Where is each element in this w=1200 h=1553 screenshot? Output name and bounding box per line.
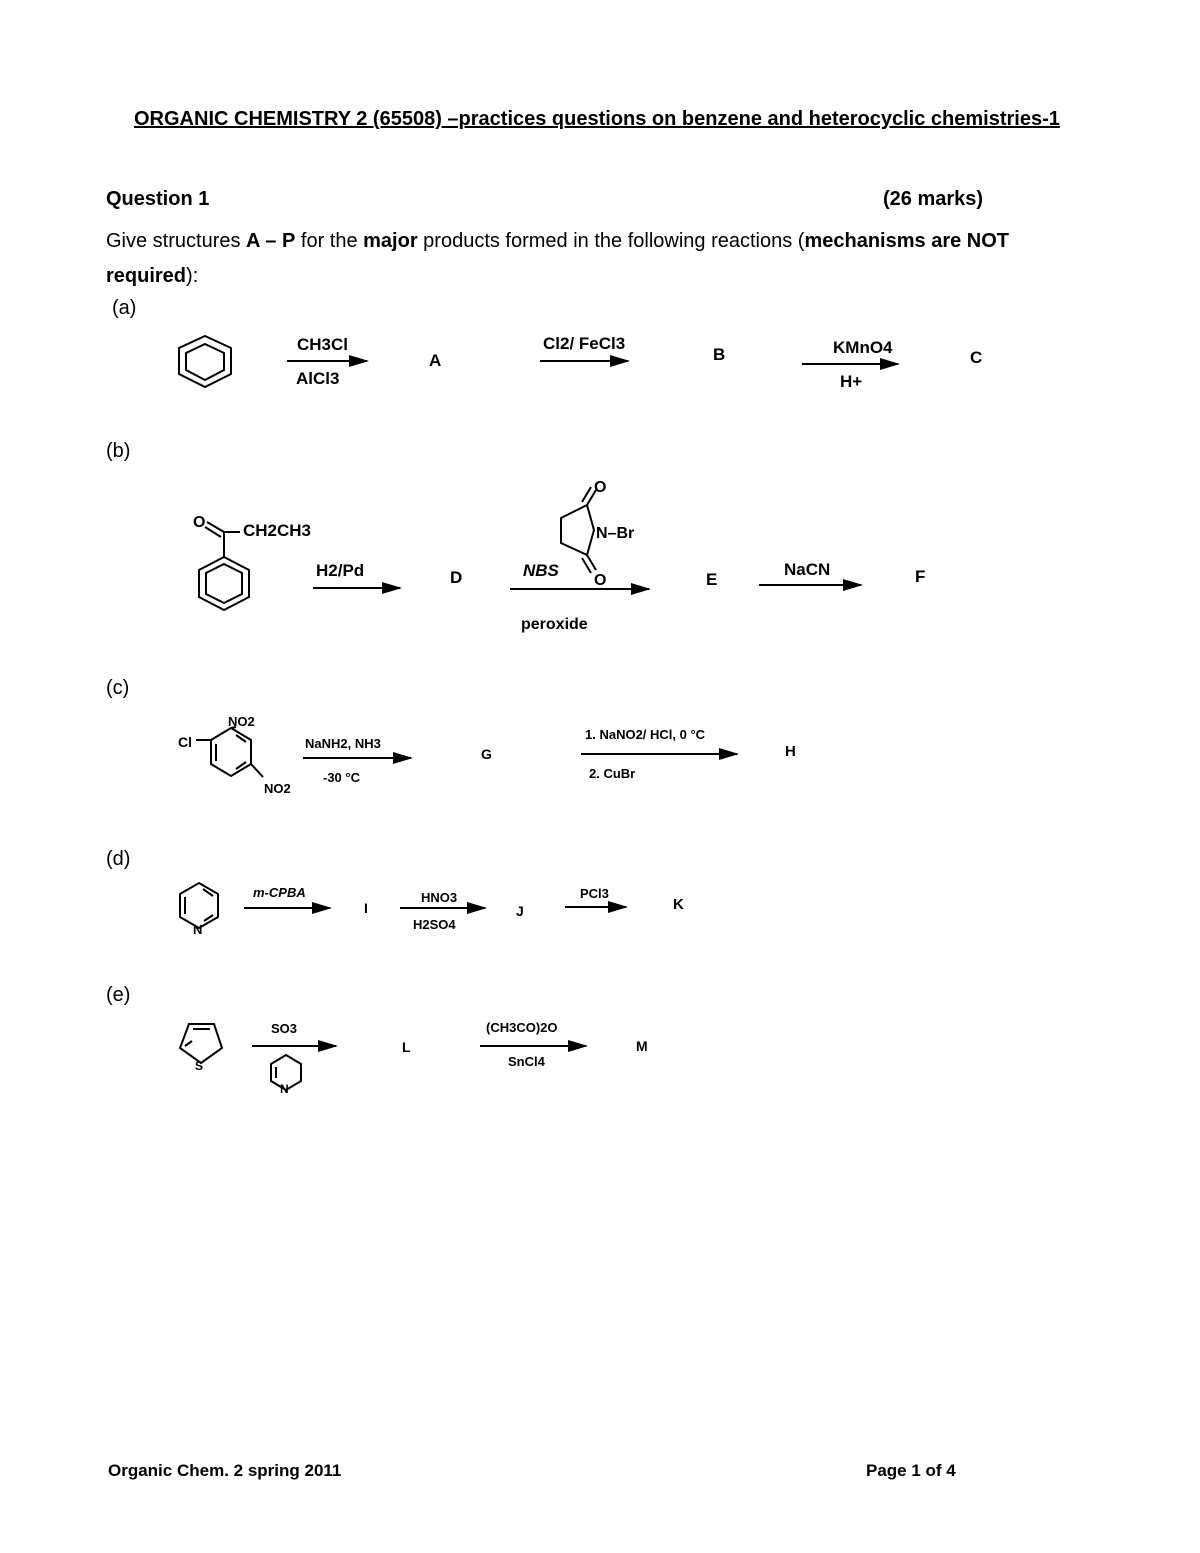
reagent-b2-top: NBS [523, 561, 559, 580]
pyridine-e-n-label: N [280, 1082, 289, 1096]
part-a-label: (a) [112, 297, 137, 319]
product-k: K [673, 896, 684, 913]
product-m: M [636, 1038, 648, 1054]
product-g: G [481, 746, 492, 762]
part-c-label: (c) [106, 677, 130, 699]
instr-range: A – P [246, 230, 296, 252]
question-label: Question 1 [106, 188, 210, 210]
reagent-c1-top: NaNH2, NH3 [305, 736, 381, 751]
reagent-c2-top: 1. NaNO2/ HCl, 0 °C [585, 727, 706, 742]
document-title: ORGANIC CHEMISTRY 2 (65508) –practices questions on benzene and heterocyclic chemistries-1 [134, 108, 1060, 130]
product-l: L [402, 1039, 411, 1055]
instr-mechanisms: mechanisms are NOT required [106, 230, 1009, 287]
reagent-a3-top: KMnO4 [833, 338, 893, 357]
product-j: J [516, 903, 524, 919]
reagent-e2-top: (CH3CO)2O [486, 1020, 558, 1035]
instr-text-2: for the [295, 230, 364, 252]
nbs-n-br: N–Br [596, 525, 635, 542]
chloro-dinitrobenzene-structure [196, 727, 263, 777]
product-e: E [706, 570, 718, 589]
thiophene-structure [180, 1024, 222, 1063]
product-i: I [364, 900, 368, 916]
part-e-label: (e) [106, 984, 131, 1006]
nitro-bottom-label: NO2 [264, 781, 291, 796]
product-c: C [970, 348, 983, 367]
question-marks: (26 marks) [883, 188, 984, 210]
carbonyl-o: O [193, 514, 206, 531]
reagent-a1-bottom: AlCl3 [296, 369, 340, 388]
ethyl-group: CH2CH3 [243, 521, 312, 540]
product-b: B [713, 345, 726, 364]
chloro-label: Cl [178, 734, 192, 750]
propiophenone-structure [199, 522, 249, 610]
product-a: A [429, 351, 442, 370]
product-d: D [450, 568, 463, 587]
pyridine-n-label: N [193, 922, 203, 937]
reagent-b1-top: H2/Pd [316, 561, 365, 580]
instr-text-3: products formed in the following reactions ( [417, 230, 805, 252]
part-b-label: (b) [106, 440, 131, 462]
reagent-d1-top: m-CPBA [253, 885, 306, 900]
thiophene-s-label: S [195, 1059, 204, 1073]
nbs-oxygen-top: O [594, 479, 607, 496]
benzene-structure-a [179, 336, 231, 387]
reagent-b3-top: NaCN [784, 560, 831, 579]
instr-major: major [363, 230, 418, 252]
nbs-structure [561, 487, 596, 573]
reagent-a2-top: Cl2/ FeCl3 [543, 334, 626, 353]
footer-course: Organic Chem. 2 spring 2011 [108, 1461, 342, 1480]
instr-text-1: Give structures [106, 230, 247, 252]
product-h: H [785, 743, 796, 760]
reagent-c1-bottom: -30 °C [323, 770, 360, 785]
part-d-label: (d) [106, 848, 131, 870]
nbs-oxygen-bottom: O [594, 572, 607, 589]
reagent-c2-bottom: 2. CuBr [589, 766, 636, 781]
reagent-d2-bottom: H2SO4 [413, 917, 456, 932]
reagent-a3-bottom: H+ [840, 372, 863, 391]
reagent-d3-top: PCl3 [580, 886, 609, 901]
reagent-e2-bottom: SnCl4 [508, 1054, 545, 1069]
reagent-d2-top: HNO3 [421, 890, 458, 905]
reagent-b2-bottom: peroxide [521, 616, 588, 633]
product-f: F [915, 567, 926, 586]
reagent-a1-top: CH3Cl [297, 335, 349, 354]
reagent-e1-top: SO3 [271, 1021, 298, 1036]
footer-page-number: Page 1 of 4 [866, 1461, 956, 1480]
nitro-top-label: NO2 [228, 714, 255, 729]
instr-text-4: ): [186, 265, 199, 287]
